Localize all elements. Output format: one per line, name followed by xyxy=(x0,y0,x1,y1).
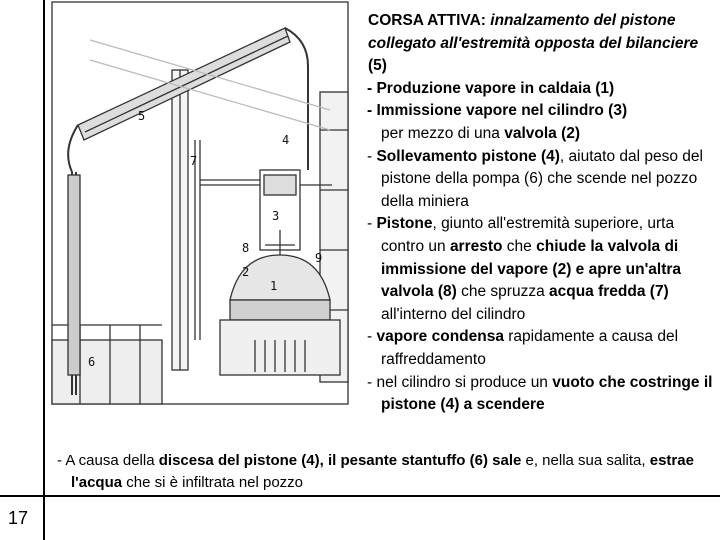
bullet-2: - Immissione vapore nel cilindro (3) per mezzo di una valvola (2) xyxy=(367,102,628,142)
bullet-5: - vapore condensa rapidamente a causa del raffreddamento xyxy=(367,328,679,368)
bullet-1: - Produzione vapore in caldaia (1) xyxy=(367,79,615,97)
label-2: 2 xyxy=(242,265,250,279)
label-6: 6 xyxy=(88,355,96,369)
label-3: 3 xyxy=(272,209,280,223)
footer-divider xyxy=(0,495,720,497)
heading: CORSA ATTIVA: innalzamento del pistone collegato all'estremità opposta del bilanciere (5) xyxy=(368,12,699,75)
label-8: 8 xyxy=(242,241,250,255)
newcomen-engine-diagram xyxy=(50,0,350,408)
description-text xyxy=(354,10,720,417)
label-7: 7 xyxy=(190,154,198,168)
label-9: 9 xyxy=(315,251,323,265)
bullet-6: - nel cilindro si produce un vuoto che costringe il pistone (4) a scendere xyxy=(367,373,713,414)
bottom-bullet: - A causa della discesa del pistone (4), il pesante stantuffo (6) sale e, nella sua salita, estrae l'acqua che si è infiltrata nel pozzo xyxy=(57,452,694,491)
bullet-3: - Sollevamento pistone (4), aiutato dal peso del pistone della pompa (6) che scende nel pozzo della miniera xyxy=(367,147,703,210)
left-margin-line xyxy=(43,0,45,540)
bullet-4: - Pistone, giunto all'estremità superiore, urta contro un arresto che chiude la valvola di immissione del vapore (2) e apre un'altra valvola (8) che spruzza acqua fredda (7) all'interno del cilindro xyxy=(367,215,682,323)
bottom-note xyxy=(55,450,720,494)
label-4: 4 xyxy=(282,133,290,147)
label-1: 1 xyxy=(270,279,278,293)
label-5: 5 xyxy=(138,109,146,123)
page-number: 17 xyxy=(8,508,29,528)
